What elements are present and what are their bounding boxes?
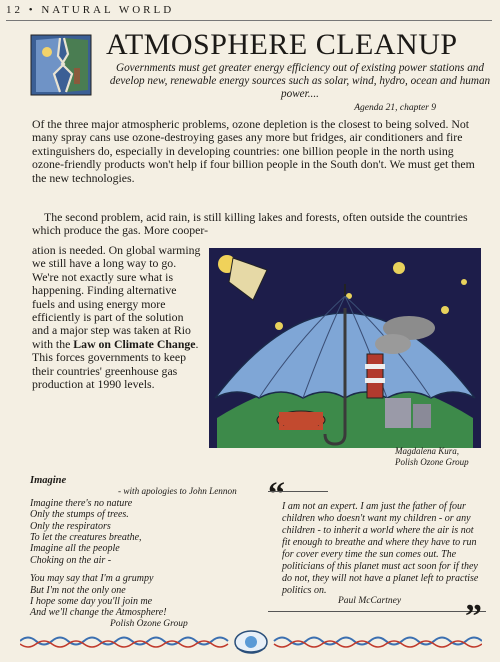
quote-author: Paul McCartney bbox=[338, 596, 402, 606]
header-bullet: • bbox=[28, 4, 36, 16]
poem bbox=[30, 475, 240, 630]
caption-group: Polish Ozone Group bbox=[395, 457, 469, 467]
artwork-caption bbox=[395, 446, 469, 468]
quote-open-mark: “ bbox=[268, 476, 285, 513]
poem-title: Imagine bbox=[30, 475, 67, 486]
poem-line: Only the stumps of trees. bbox=[30, 509, 129, 521]
body-paragraph-2-column bbox=[32, 244, 202, 391]
law-on-climate-change: Law on Climate Change bbox=[73, 336, 196, 351]
poem-line: Imagine there's no nature bbox=[30, 497, 133, 509]
poem-line: You may say that I'm a grumpy bbox=[30, 573, 154, 585]
page-number: 12 bbox=[6, 4, 23, 16]
body-paragraph-2-intro: The second problem, acid rain, is still killing lakes and forests, often outside the countries which produce the gas. More cooper- bbox=[32, 210, 468, 238]
quote-bottom-rule bbox=[268, 611, 486, 612]
header-rule bbox=[6, 20, 492, 21]
running-head bbox=[6, 4, 174, 16]
decorative-border-ornament bbox=[20, 626, 482, 656]
poem-dedication: - with apologies to John Lennon bbox=[118, 486, 237, 497]
poem-line: Choking on the air - bbox=[30, 554, 112, 566]
umbrella-artwork bbox=[209, 248, 481, 448]
article-title: ATMOSPHERE CLEANUP bbox=[106, 28, 458, 61]
poem-line: I hope some day you'll join me bbox=[30, 596, 153, 608]
stanza-gap bbox=[30, 566, 240, 573]
section-name: NATURAL WORLD bbox=[41, 4, 175, 16]
intro-quote: Governments must get greater energy efficiency out of existing power stations and develop new, renewable energy sources such as solar, wind, hydro, ocean and human power.... bbox=[109, 62, 491, 100]
torn-paper-icon bbox=[30, 34, 92, 96]
quote-top-rule bbox=[268, 491, 328, 492]
quote-close-mark: ” bbox=[465, 598, 482, 635]
poem-line: And we'll change the Atmosphere! bbox=[30, 607, 167, 619]
poem-line: To let the creatures breathe, bbox=[30, 532, 142, 544]
poem-credit: Polish Ozone Group bbox=[110, 618, 188, 629]
intro-source: Agenda 21, chapter 9 bbox=[354, 103, 436, 113]
paragraph-2-start: ation is needed. On global warming we still have a long way to go. We're not exactly sure what is happening. Finding alternative fuels and using energy more efficiently is part of the solution and a major step was taken at Rio with the bbox=[32, 243, 201, 351]
caption-artist: Magdalena Kura, bbox=[395, 446, 459, 456]
paragraph-2-end: . This forces governments to keep their countries' greenhouse gas production at 1990 levels. bbox=[32, 336, 199, 392]
poem-line: But I'm not the only one bbox=[30, 584, 126, 596]
poem-line: Only the respirators bbox=[30, 520, 111, 532]
poem-line: Imagine all the people bbox=[30, 543, 120, 555]
quote-text: I am not an expert. I am just the father of four children who doesn't want my children - or any children - to inherit a world where the air is not fit enough to breathe and where they have to run for cover every time the sun comes out. The politicians of this planet must act soon for if they do not, they will not have a planet left to practise politics on. bbox=[282, 501, 479, 596]
body-paragraph-1: Of the three major atmospheric problems, ozone depletion is the closest to being solved. Not many spray cans use ozone-destroying gases any more but fridges, air conditioners and fire extinguishers do, especially in developing countries: one billion people in the north using ozone-friendly products won't help if four billion people in the South don't. We must get them the new technologies. bbox=[32, 117, 475, 185]
